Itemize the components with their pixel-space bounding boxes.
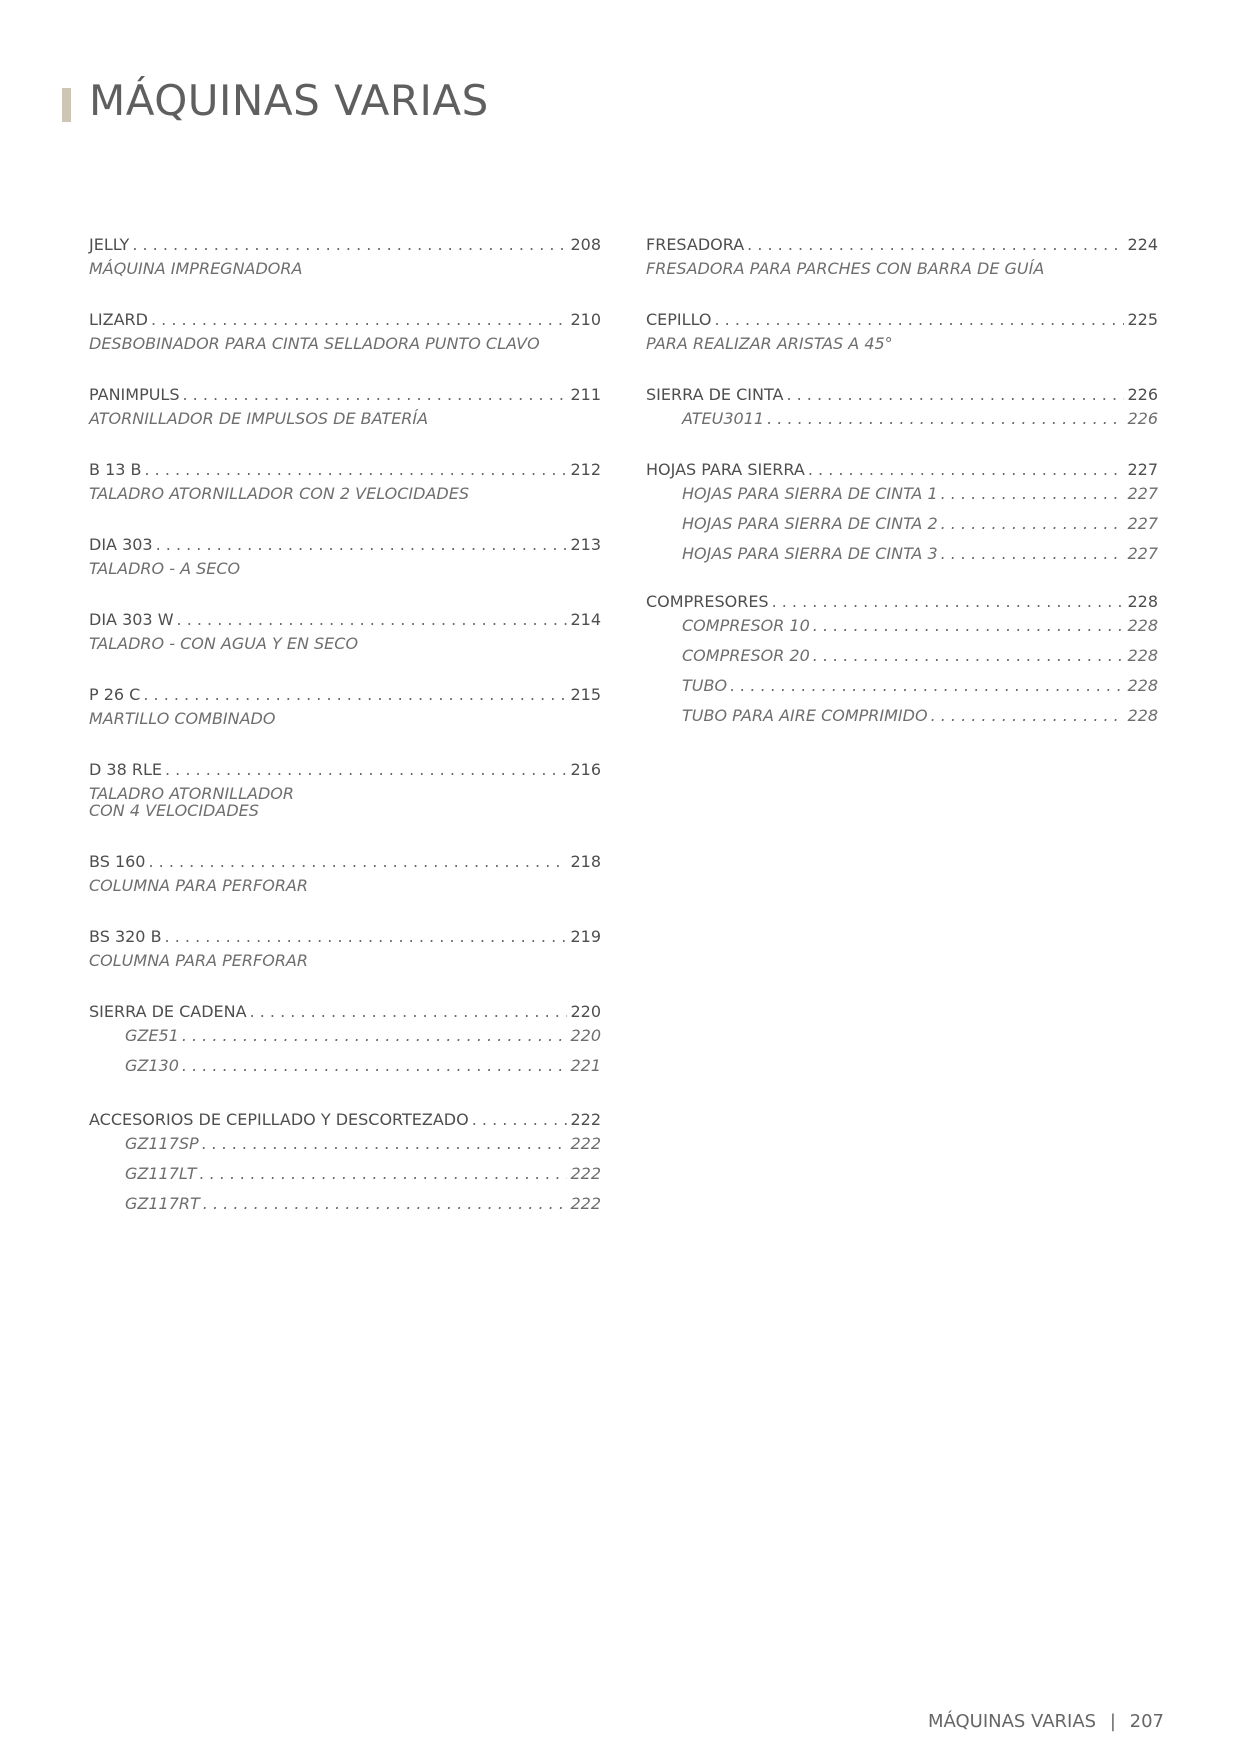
toc-subentry[interactable]: [682, 408, 1158, 430]
toc-entry-label: B 13 B: [89, 460, 142, 479]
toc-entry-d38rle[interactable]: [89, 759, 601, 819]
toc-entry-label: CEPILLO: [646, 310, 712, 329]
toc-entry-description: TALADRO ATORNILLADOR CON 2 VELOCIDADES: [89, 484, 469, 503]
toc-entry-bs160[interactable]: [89, 851, 601, 894]
leader-dots: [151, 309, 567, 331]
toc-entry-label: DIA 303: [89, 535, 153, 554]
page-title: MÁQUINAS VARIAS: [89, 76, 489, 125]
toc-subentry-label: GZ117RT: [125, 1194, 200, 1213]
toc-subentry[interactable]: [682, 645, 1158, 667]
toc-subentry[interactable]: [125, 1193, 601, 1215]
leader-dots: [813, 645, 1125, 667]
leader-dots: [730, 675, 1124, 697]
toc-subentry-page: 228: [1127, 616, 1158, 635]
leader-dots: [715, 309, 1125, 331]
toc-subentry-page: 228: [1127, 676, 1158, 695]
toc-subentry[interactable]: [682, 615, 1158, 637]
leader-dots: [941, 543, 1125, 565]
toc-entry-label: COMPRESORES: [646, 592, 769, 611]
toc-subentry-page: 220: [570, 1026, 601, 1045]
toc-entry-page: 219: [570, 927, 601, 946]
toc-entry-page: 214: [570, 610, 601, 629]
toc-entry-page: 227: [1127, 460, 1158, 479]
toc-entry-label: JELLY: [89, 235, 130, 254]
leader-dots: [148, 851, 567, 873]
leader-dots: [143, 684, 567, 706]
toc-subentry[interactable]: [125, 1133, 601, 1155]
toc-entry-hojas-para-sierra[interactable]: [646, 459, 1158, 565]
toc-entry-page: 220: [570, 1002, 601, 1021]
leader-dots: [772, 591, 1125, 613]
leader-dots: [941, 513, 1125, 535]
leader-dots: [747, 234, 1124, 256]
toc-subentry-page: 226: [1127, 409, 1158, 428]
toc-entry-page: 212: [570, 460, 601, 479]
toc-subentry-label: ATEU3011: [682, 409, 765, 428]
toc-entry-label: PANIMPULS: [89, 385, 180, 404]
toc-entry-label: BS 160: [89, 852, 146, 871]
toc-subentry-label: HOJAS PARA SIERRA DE CINTA 3: [682, 544, 938, 563]
toc-entry-label: BS 320 B: [89, 927, 162, 946]
toc-subentry[interactable]: [125, 1025, 601, 1047]
leader-dots: [182, 1055, 568, 1077]
toc-entry-accesorios[interactable]: [89, 1109, 601, 1215]
leader-dots: [156, 534, 568, 556]
toc-entry-dia303[interactable]: [89, 534, 601, 577]
toc-subentry-page: 227: [1127, 544, 1158, 563]
toc-entry-compresores[interactable]: [646, 591, 1158, 727]
toc-subentry-page: 221: [570, 1056, 601, 1075]
toc-entry-page: 213: [570, 535, 601, 554]
toc-subentry-label: GZ117LT: [125, 1164, 197, 1183]
toc-entry-label: D 38 RLE: [89, 760, 162, 779]
toc-entry-label: LIZARD: [89, 310, 148, 329]
toc-entry-description: DESBOBINADOR PARA CINTA SELLADORA PUNTO CLAVO: [89, 334, 540, 353]
leader-dots: [786, 384, 1124, 406]
toc-entry-label: FRESADORA: [646, 235, 745, 254]
toc-subentry-label: GZ130: [125, 1056, 179, 1075]
toc-entry-page: 225: [1127, 310, 1158, 329]
toc-subentry-label: GZ117SP: [125, 1134, 199, 1153]
toc-entry-dia303w[interactable]: [89, 609, 601, 652]
toc-subentry-page: 222: [570, 1194, 601, 1213]
leader-dots: [203, 1193, 568, 1215]
toc-entry-panimpuls[interactable]: [89, 384, 601, 427]
toc-subentry-page: 228: [1127, 646, 1158, 665]
toc-entry-description: FRESADORA PARA PARCHES CON BARRA DE GUÍA: [646, 259, 1045, 278]
toc-subentry-label: COMPRESOR 10: [682, 616, 810, 635]
title-accent-bar: [62, 88, 71, 122]
leader-dots: [931, 705, 1125, 727]
leader-dots: [177, 609, 568, 631]
toc-entry-page: 228: [1127, 592, 1158, 611]
leader-dots: [132, 234, 567, 256]
toc-subentry-label: COMPRESOR 20: [682, 646, 810, 665]
page-footer: [928, 1711, 1164, 1732]
leader-dots: [202, 1133, 568, 1155]
footer-separator: |: [1109, 1711, 1116, 1732]
toc-entry-b13b[interactable]: [89, 459, 601, 502]
toc-entry-page: 218: [570, 852, 601, 871]
toc-subentry-page: 228: [1127, 706, 1158, 725]
toc-entry-jelly[interactable]: [89, 234, 601, 277]
toc-entry-page: 224: [1127, 235, 1158, 254]
toc-subentry-page: 227: [1127, 514, 1158, 533]
toc-entry-description: TALADRO - CON AGUA Y EN SECO: [89, 634, 359, 653]
footer-page-number: 207: [1129, 1711, 1164, 1732]
toc-entry-lizard[interactable]: [89, 309, 601, 352]
leader-dots: [165, 926, 568, 948]
toc-entry-label: ACCESORIOS DE CEPILLADO Y DESCORTEZADO: [89, 1110, 469, 1129]
toc-entry-page: 226: [1127, 385, 1158, 404]
toc-entry-label: SIERRA DE CADENA: [89, 1002, 247, 1021]
toc-subentry-page: 227: [1127, 484, 1158, 503]
toc-subentry-label: GZE51: [125, 1026, 179, 1045]
toc-subentry-label: HOJAS PARA SIERRA DE CINTA 2: [682, 514, 938, 533]
leader-dots: [200, 1163, 568, 1185]
toc-entry-p26c[interactable]: [89, 684, 601, 727]
leader-dots: [165, 759, 567, 781]
leader-dots: [250, 1001, 568, 1023]
toc-entry-description: CON 4 VELOCIDADES: [89, 801, 259, 820]
toc-subentry-label: HOJAS PARA SIERRA DE CINTA 1: [682, 484, 938, 503]
toc-entry-sierra-de-cadena[interactable]: [89, 1001, 601, 1077]
toc-entry-description: COLUMNA PARA PERFORAR: [89, 876, 308, 895]
toc-entry-sierra-de-cinta[interactable]: [646, 384, 1158, 430]
leader-dots: [183, 384, 568, 406]
toc-entry-description: COLUMNA PARA PERFORAR: [89, 951, 308, 970]
toc-subentry[interactable]: [682, 705, 1158, 727]
toc-entry-page: 208: [570, 235, 601, 254]
leader-dots: [813, 615, 1125, 637]
toc-subentry-page: 222: [570, 1134, 601, 1153]
toc-entry-description: MARTILLO COMBINADO: [89, 709, 276, 728]
footer-section-title: MÁQUINAS VARIAS: [927, 1711, 1097, 1732]
toc-entry-page: 222: [570, 1110, 601, 1129]
toc-entry-page: 215: [570, 685, 601, 704]
toc-entry-cepillo[interactable]: [646, 309, 1158, 352]
toc-entry-description: MÁQUINA IMPREGNADORA: [89, 259, 303, 278]
toc-entry-description: ATORNILLADOR DE IMPULSOS DE BATERÍA: [89, 409, 429, 428]
toc-subentry[interactable]: [125, 1163, 601, 1185]
toc-subentry-label: TUBO: [682, 676, 728, 695]
toc-subentry[interactable]: [682, 543, 1158, 565]
toc-entry-label: SIERRA DE CINTA: [646, 385, 784, 404]
toc-subentry[interactable]: [125, 1055, 601, 1077]
toc-subentry[interactable]: [682, 483, 1158, 505]
toc-entry-page: 210: [570, 310, 601, 329]
toc-subentry[interactable]: [682, 675, 1158, 697]
leader-dots: [808, 459, 1125, 481]
toc-entry-page: 211: [570, 385, 601, 404]
leader-dots: [182, 1025, 568, 1047]
toc-subentry-label: TUBO PARA AIRE COMPRIMIDO: [682, 706, 928, 725]
toc-entry-description: TALADRO ATORNILLADOR: [89, 784, 294, 803]
toc-entry-label: DIA 303 W: [89, 610, 174, 629]
toc-subentry-page: 222: [570, 1164, 601, 1183]
toc-entry-label: HOJAS PARA SIERRA: [646, 460, 805, 479]
toc-subentry[interactable]: [682, 513, 1158, 535]
toc-entry-fresadora[interactable]: [646, 234, 1158, 277]
leader-dots: [941, 483, 1125, 505]
toc-entry-description: PARA REALIZAR ARISTAS A 45°: [646, 334, 893, 353]
leader-dots: [767, 408, 1124, 430]
toc-entry-label: P 26 C: [89, 685, 141, 704]
toc-entry-description: TALADRO - A SECO: [89, 559, 241, 578]
leader-dots: [472, 1109, 568, 1131]
toc-entry-page: 216: [570, 760, 601, 779]
leader-dots: [144, 459, 567, 481]
toc-entry-bs320b[interactable]: [89, 926, 601, 969]
